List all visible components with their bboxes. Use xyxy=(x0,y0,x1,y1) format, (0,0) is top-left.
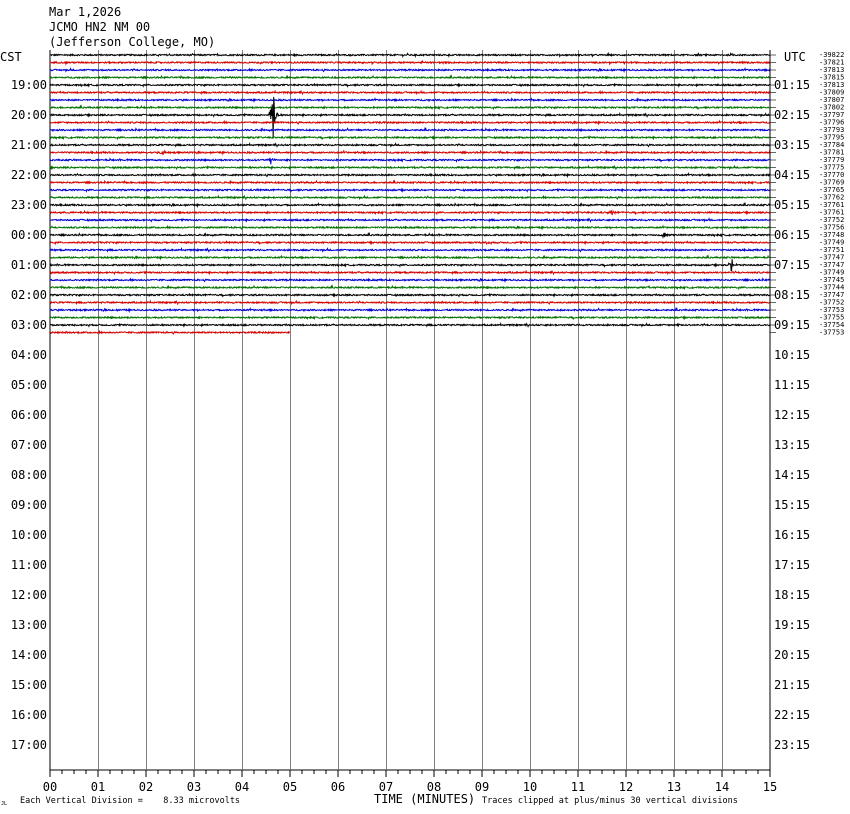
x-axis-ticks xyxy=(43,770,777,794)
trace-offset-label: -37795 xyxy=(819,133,845,142)
trace-offset-label: -37797 xyxy=(819,111,845,119)
trace-offset-label: -37769 xyxy=(819,178,845,187)
trace-offset-label: -37807 xyxy=(819,96,845,104)
seismic-trace xyxy=(50,84,770,86)
x-tick-label: 07 xyxy=(378,780,394,794)
x-tick-label: 12 xyxy=(618,780,634,794)
header-location: (Jefferson College, MO) xyxy=(49,35,216,49)
x-tick-label: 11 xyxy=(570,780,586,794)
cst-time-label: 17:00 xyxy=(10,738,47,752)
utc-time-label: 03:15 xyxy=(774,138,811,152)
cst-time-label: 02:00 xyxy=(10,288,47,302)
cst-time-label: 11:00 xyxy=(10,558,47,572)
utc-time-label: 16:15 xyxy=(774,528,811,542)
seismic-trace xyxy=(50,98,770,101)
seismic-trace xyxy=(50,121,770,124)
utc-time-label: 02:15 xyxy=(774,108,811,122)
seismic-trace xyxy=(50,203,770,206)
seismic-trace xyxy=(50,279,770,282)
utc-time-label: 07:15 xyxy=(774,258,811,272)
clip-note: Traces clipped at plus/minus 30 vertical divisions xyxy=(482,796,738,806)
seismic-trace xyxy=(50,256,770,259)
cst-time-labels xyxy=(11,78,47,752)
seismic-trace xyxy=(50,61,770,64)
seismic-trace xyxy=(50,259,770,271)
trace-offset-label: -37821 xyxy=(819,58,845,67)
trace-offset-label: -39822 xyxy=(819,51,845,59)
seismic-trace xyxy=(50,76,770,79)
cst-time-label: 09:00 xyxy=(10,498,47,512)
seismic-trace xyxy=(50,294,770,296)
utc-time-label: 21:15 xyxy=(774,678,811,692)
cst-time-label: 07:00 xyxy=(10,438,47,452)
trace-offset-label: -37747 xyxy=(819,291,845,299)
utc-time-label: 08:15 xyxy=(774,288,811,302)
utc-time-label: 18:15 xyxy=(774,588,811,602)
utc-time-label: 05:15 xyxy=(774,198,811,212)
seismic-trace xyxy=(50,151,770,154)
trace-offset-label: -37796 xyxy=(819,118,845,127)
seismic-trace xyxy=(50,301,770,304)
seismic-trace xyxy=(50,54,770,57)
trace-offset-label: -37753 xyxy=(819,306,845,314)
trace-offset-label: -37747 xyxy=(819,253,845,262)
seismic-trace xyxy=(50,241,770,243)
trace-offset-label: -37754 xyxy=(819,321,845,329)
x-axis-label: TIME (MINUTES) xyxy=(374,792,476,806)
cst-time-label: 06:00 xyxy=(10,408,47,422)
trace-offset-label: -37781 xyxy=(819,148,845,157)
x-tick-label: 10 xyxy=(522,780,538,794)
trace-offset-label: -37770 xyxy=(819,171,845,179)
seismic-trace xyxy=(50,69,770,72)
seismic-trace xyxy=(50,181,770,184)
trace-offset-label: -37813 xyxy=(819,66,845,74)
seismic-trace xyxy=(50,91,770,94)
tz-right-label: UTC xyxy=(784,50,806,64)
trace-offset-label: -37753 xyxy=(819,328,845,337)
cst-time-label: 21:00 xyxy=(10,138,47,152)
utc-time-label: 13:15 xyxy=(774,438,811,452)
utc-time-label: 06:15 xyxy=(774,228,811,242)
trace-offset-label: -37748 xyxy=(819,231,845,239)
x-tick-label: 08 xyxy=(426,780,442,794)
x-tick-label: 00 xyxy=(42,780,58,794)
trace-offset-label: -37779 xyxy=(819,156,845,164)
utc-time-label: 12:15 xyxy=(774,408,811,422)
seismic-trace xyxy=(50,317,770,319)
division-note: Each Vertical Division = 8.33 microvolts xyxy=(20,796,241,806)
seismic-trace xyxy=(50,226,770,229)
x-tick-label: 02 xyxy=(138,780,154,794)
cst-time-label: 23:00 xyxy=(10,198,47,212)
cst-time-label: 01:00 xyxy=(10,258,47,272)
seismic-trace xyxy=(50,249,770,252)
trace-offset-label: -37761 xyxy=(819,201,845,209)
trace-offset-label: -37765 xyxy=(819,186,845,194)
trace-offset-label: -37761 xyxy=(819,208,845,217)
seismic-trace xyxy=(50,174,770,177)
seismic-trace xyxy=(50,308,770,311)
trace-offset-label: -37752 xyxy=(819,298,845,307)
cst-time-label: 22:00 xyxy=(10,168,47,182)
x-tick-label: 15 xyxy=(762,780,778,794)
trace-offset-label: -37762 xyxy=(819,193,845,202)
seismic-trace xyxy=(50,144,770,147)
x-tick-label: 06 xyxy=(330,780,346,794)
trace-offset-label: -37747 xyxy=(819,261,845,269)
x-tick-label: 03 xyxy=(186,780,202,794)
header-station: JCMO HN2 NM 00 xyxy=(49,20,151,34)
cst-time-label: 20:00 xyxy=(10,108,47,122)
cst-time-label: 19:00 xyxy=(10,78,47,92)
corner-mark: JL xyxy=(1,801,8,807)
trace-offset-label: -37784 xyxy=(819,141,845,149)
trace-offset-label: -37752 xyxy=(819,216,845,224)
cst-time-label: 12:00 xyxy=(10,588,47,602)
cst-time-label: 05:00 xyxy=(10,378,47,392)
seismic-trace xyxy=(50,233,770,237)
seismic-trace xyxy=(50,210,770,215)
utc-time-label: 01:15 xyxy=(774,78,811,92)
seismic-trace xyxy=(50,271,770,274)
utc-time-labels xyxy=(774,78,810,752)
trace-offset-label: -37809 xyxy=(819,88,845,97)
cst-time-label: 04:00 xyxy=(10,348,47,362)
x-tick-label: 01 xyxy=(90,780,106,794)
utc-time-label: 14:15 xyxy=(774,468,811,482)
seismic-trace xyxy=(50,331,290,334)
seismic-trace xyxy=(50,323,770,326)
trace-offset-label: -37775 xyxy=(819,163,845,172)
utc-time-label: 23:15 xyxy=(774,738,811,752)
utc-time-label: 09:15 xyxy=(774,318,811,332)
cst-time-label: 00:00 xyxy=(10,228,47,242)
x-tick-label: 14 xyxy=(714,780,730,794)
cst-time-label: 14:00 xyxy=(10,648,47,662)
seismic-trace xyxy=(50,196,770,199)
trace-offset-label: -37756 xyxy=(819,223,845,232)
x-tick-label: 09 xyxy=(474,780,490,794)
cst-time-label: 08:00 xyxy=(10,468,47,482)
x-tick-label: 13 xyxy=(666,780,682,794)
utc-time-label: 22:15 xyxy=(774,708,811,722)
trace-offset-label: -37749 xyxy=(819,268,845,277)
utc-time-label: 20:15 xyxy=(774,648,811,662)
tz-left-label: CST xyxy=(0,50,22,64)
trace-offset-label: -37751 xyxy=(819,246,845,254)
seismic-trace xyxy=(50,128,770,131)
header-date: Mar 1,2026 xyxy=(49,5,122,19)
trace-offset-label: -37793 xyxy=(819,126,845,134)
seismic-trace xyxy=(50,166,770,169)
utc-time-label: 15:15 xyxy=(774,498,811,512)
grid-layer xyxy=(50,50,770,770)
utc-time-label: 19:15 xyxy=(774,618,811,632)
seismic-trace xyxy=(50,189,770,191)
seismic-trace xyxy=(50,136,770,138)
cst-time-label: 10:00 xyxy=(10,528,47,542)
cst-time-label: 13:00 xyxy=(10,618,47,632)
x-tick-label: 04 xyxy=(234,780,250,794)
trace-offset-label: -37802 xyxy=(819,103,845,112)
cst-time-label: 15:00 xyxy=(10,678,47,692)
trace-offset-label: -37749 xyxy=(819,238,845,247)
utc-time-label: 04:15 xyxy=(774,168,811,182)
trace-offset-label: -37813 xyxy=(819,81,845,89)
trace-offset-label: -37744 xyxy=(819,283,845,292)
seismic-trace xyxy=(50,158,770,164)
cst-time-label: 16:00 xyxy=(10,708,47,722)
trace-offset-label: -37745 xyxy=(819,276,845,284)
utc-time-label: 11:15 xyxy=(774,378,811,392)
utc-time-label: 17:15 xyxy=(774,558,811,572)
seismic-trace xyxy=(50,97,770,139)
trace-offset-label: -37815 xyxy=(819,73,845,82)
seismic-trace xyxy=(50,286,770,289)
cst-time-label: 03:00 xyxy=(10,318,47,332)
utc-time-label: 10:15 xyxy=(774,348,811,362)
trace-offset-label: -37755 xyxy=(819,313,845,322)
x-tick-label: 05 xyxy=(282,780,298,794)
trace-layer xyxy=(50,54,770,334)
seismic-trace xyxy=(50,219,770,222)
seismic-trace xyxy=(50,106,770,109)
